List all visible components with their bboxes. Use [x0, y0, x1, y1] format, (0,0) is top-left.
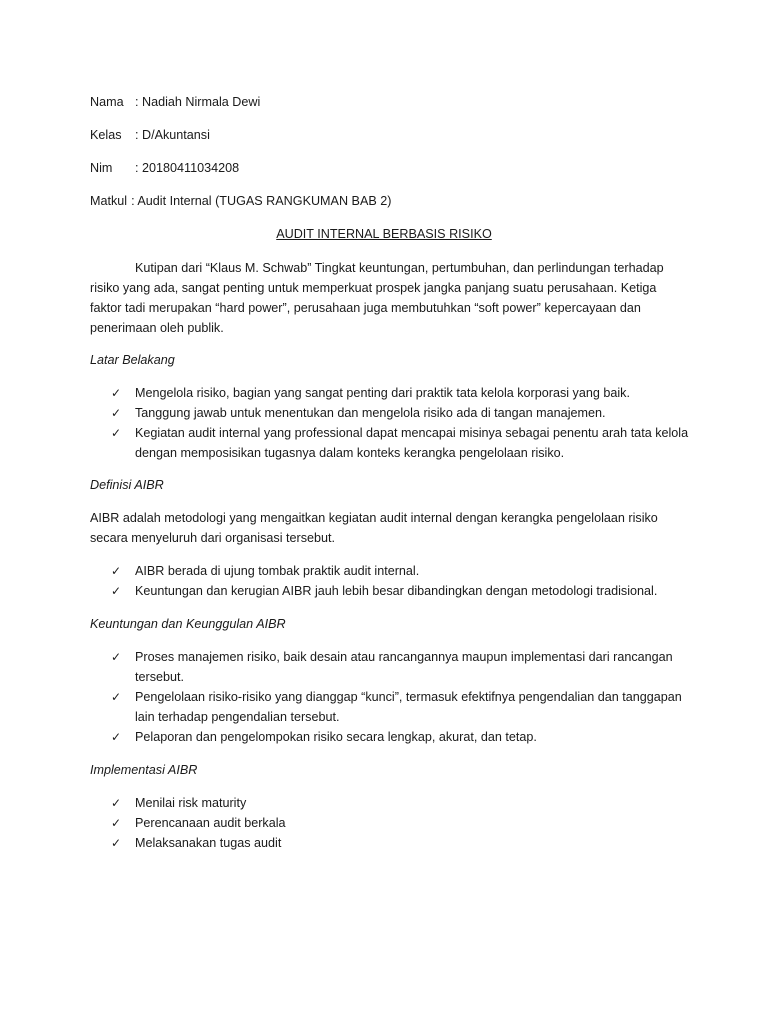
checkmark-icon: ✓ [111, 584, 122, 598]
checkmark-icon: ✓ [111, 386, 122, 400]
matkul-value: : Audit Internal (TUGAS RANGKUMAN BAB 2) [131, 194, 392, 208]
checkmark-icon: ✓ [111, 796, 122, 810]
list-item: ✓ Melaksanakan tugas audit [90, 833, 690, 853]
checkmark-icon: ✓ [111, 426, 122, 440]
list-item: ✓ Keuntungan dan kerugian AIBR jauh lebih besar dibandingkan dengan metodologi tradisional. [90, 581, 690, 601]
heading-keuntungan: Keuntungan dan Keunggulan AIBR [90, 617, 286, 631]
list-implementasi [90, 793, 690, 853]
checkmark-icon: ✓ [111, 406, 122, 420]
document-title: AUDIT INTERNAL BERBASIS RISIKO [276, 227, 492, 241]
list-item: ✓ Pengelolaan risiko-risiko yang dianggap “kunci”, termasuk efektifnya pengendalian dan tanggapan lain terhadap pengendalian tersebut. [90, 687, 690, 727]
checkmark-icon: ✓ [111, 650, 122, 664]
intro-text: Kutipan dari “Klaus M. Schwab” Tingkat keuntungan, pertumbuhan, dan perlindungan terhadap risiko yang ada, sangat penting untuk memperkuat prospek jangka panjang suatu perusahaan. Ketiga faktor tadi merupakan “hard power”, perusahaan juga membutuhkan “soft power” kepercayaan dan penerimaan oleh publik. [90, 261, 664, 335]
info-kelas [90, 125, 210, 145]
kelas-label: Kelas [90, 128, 122, 142]
checkmark-icon: ✓ [111, 730, 122, 744]
info-nama [90, 92, 260, 112]
list-item: ✓ AIBR berada di ujung tombak praktik audit internal. [90, 561, 690, 581]
list-item: ✓ Pelaporan dan pengelompokan risiko secara lengkap, akurat, dan tetap. [90, 727, 690, 747]
list-item: ✓ Perencanaan audit berkala [90, 813, 690, 833]
intro-paragraph [90, 258, 685, 338]
list-item: ✓ Menilai risk maturity [90, 793, 690, 813]
checkmark-icon: ✓ [111, 836, 122, 850]
heading-definisi-aibr: Definisi AIBR [90, 478, 164, 492]
list-keuntungan [90, 647, 690, 747]
matkul-label: Matkul [90, 194, 128, 208]
list-item: ✓ Tanggung jawab untuk menentukan dan mengelola risiko ada di tangan manajemen. [90, 403, 690, 423]
nama-label: Nama [90, 95, 124, 109]
info-matkul [90, 191, 391, 211]
nim-value: : 20180411034208 [135, 161, 240, 175]
kelas-value: : D/Akuntansi [135, 128, 210, 142]
checkmark-icon: ✓ [111, 816, 122, 830]
nim-label: Nim [90, 161, 113, 175]
list-item: ✓ Mengelola risiko, bagian yang sangat penting dari praktik tata kelola korporasi yang baik. [90, 383, 690, 403]
list-item: ✓ Kegiatan audit internal yang professional dapat mencapai misinya sebagai penentu arah tata kelola dengan memposisikan tugasnya dalam konteks kerangka pengelolaan risiko. [90, 423, 690, 463]
heading-latar-belakang: Latar Belakang [90, 353, 175, 367]
checkmark-icon: ✓ [111, 564, 122, 578]
nama-value: : Nadiah Nirmala Dewi [135, 95, 261, 109]
info-nim [90, 158, 239, 178]
list-definisi-aibr [90, 561, 690, 601]
heading-implementasi: Implementasi AIBR [90, 763, 198, 777]
list-latar-belakang [90, 383, 690, 463]
definisi-paragraph: AIBR adalah metodologi yang mengaitkan kegiatan audit internal dengan kerangka pengelolaan risiko secara menyeluruh dari organisasi tersebut. [90, 511, 658, 545]
checkmark-icon: ✓ [111, 690, 122, 704]
list-item: ✓ Proses manajemen risiko, baik desain atau rancangannya maupun implementasi dari rancangan tersebut. [90, 647, 690, 687]
